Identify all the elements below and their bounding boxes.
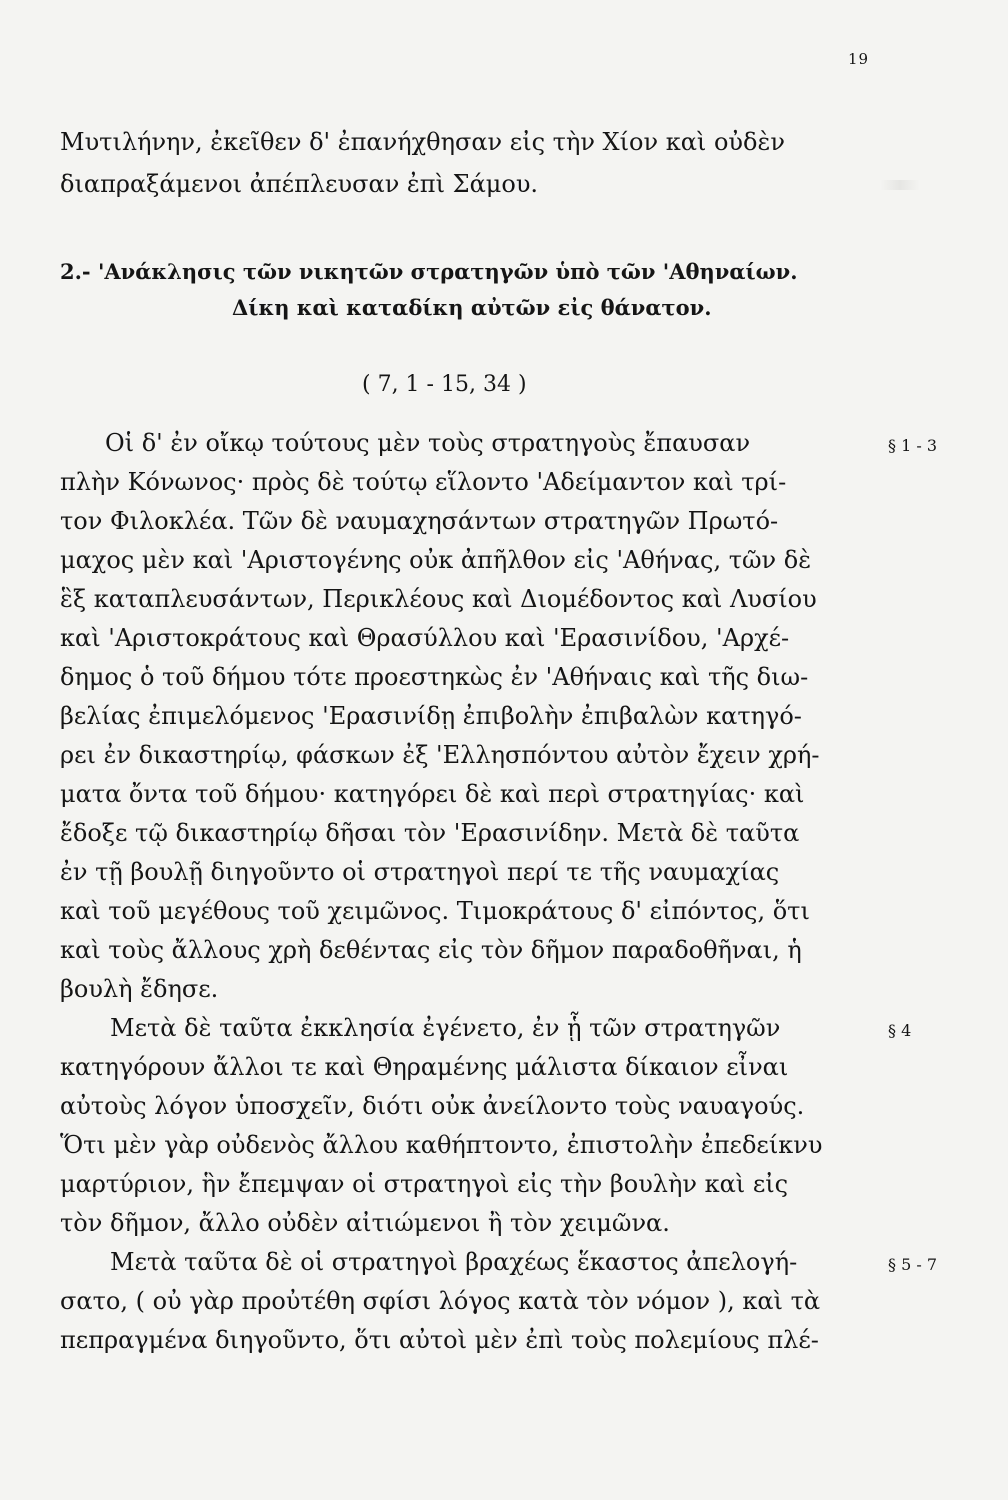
- body-line-19: Ὅτι μὲν γὰρ οὐδενὸς ἄλλου καθήπτοντο, ἐπιστολὴν ἐπεδείκνυ: [60, 1131, 823, 1159]
- body-line-1: Οἱ δ' ἐν οἴκῳ τούτους μὲν τοὺς στρατηγοὺς ἔπαυσαν: [105, 429, 751, 457]
- body-line-14: καὶ τοὺς ἄλλους χρὴ δεθέντας εἰς τὸν δῆμον παραδοθῆναι, ἡ: [60, 936, 802, 964]
- body-line-7: δημος ὁ τοῦ δήμου τότε προεστηκὼς ἐν 'Αθήναις καὶ τῆς διω-: [60, 663, 809, 691]
- bleed-through-mark: [880, 180, 920, 190]
- body-line-8: βελίας ἐπιμελόμενος 'Ερασινίδῃ ἐπιβολὴν ἐπιβαλὼν κατηγό-: [60, 702, 802, 730]
- body-line-3: τον Φιλοκλέα. Τῶν δὲ ναυμαχησάντων στρατηγῶν Πρωτό-: [60, 507, 779, 535]
- body-line-9: ρει ἐν δικαστηρίῳ, φάσκων ἐξ 'Ελλησπόντου αὐτὸν ἔχειν χρή-: [60, 741, 820, 769]
- page-number: 19: [848, 50, 870, 68]
- body-line-4: μαχος μὲν καὶ 'Αριστογένης οὐκ ἀπῆλθον εἰς 'Αθήνας, τῶν δὲ: [60, 546, 812, 574]
- body-line-10: ματα ὄντα τοῦ δήμου· κατηγόρει δὲ καὶ περὶ στρατηγίας· καὶ: [60, 780, 805, 808]
- passage-reference: ( 7, 1 - 15, 34 ): [362, 372, 527, 397]
- body-line-15: βουλὴ ἔδησε.: [60, 975, 219, 1003]
- body-line-22: Μετὰ ταῦτα δὲ οἱ στρατηγοὶ βραχέως ἕκαστος ἀπελογή-: [110, 1248, 798, 1276]
- body-line-11: ἔδοξε τῷ δικαστηρίῳ δῆσαι τὸν 'Ερασινίδην. Μετὰ δὲ ταῦτα: [60, 819, 800, 847]
- intro-line-2: διαπραξάμενοι ἀπέπλευσαν ἐπὶ Σάμου.: [60, 170, 539, 198]
- body-line-20: μαρτύριον, ἣν ἔπεμψαν οἱ στρατηγοὶ εἰς τὴν βουλὴν καὶ εἰς: [60, 1170, 789, 1198]
- body-line-21: τὸν δῆμον, ἄλλο οὐδὲν αἰτιώμενοι ἢ τὸν χειμῶνα.: [60, 1209, 670, 1237]
- body-line-24: πεπραγμένα διηγοῦντο, ὅτι αὐτοὶ μὲν ἐπὶ τοὺς πολεμίους πλέ-: [60, 1326, 819, 1354]
- body-line-23: σατο, ( οὐ γὰρ προὐτέθη σφίσι λόγος κατὰ τὸν νόμον ), καὶ τὰ: [60, 1287, 821, 1315]
- body-line-2: πλὴν Κόνωνος· πρὸς δὲ τούτῳ εἵλοντο 'Αδείμαντον καὶ τρί-: [60, 468, 787, 496]
- margin-ref-4: § 4: [888, 1021, 912, 1040]
- margin-ref-5-7: § 5 - 7: [888, 1255, 938, 1274]
- body-line-18: αὐτοὺς λόγον ὑποσχεῖν, διότι οὐκ ἀνείλοντο τοὺς ναυαγούς.: [60, 1092, 805, 1120]
- body-line-6: καὶ 'Αριστοκράτους καὶ Θρασύλλου καὶ 'Ερασινίδου, 'Αρχέ-: [60, 624, 790, 652]
- body-line-12: ἐν τῇ βουλῇ διηγοῦντο οἱ στρατηγοὶ περί τε τῆς ναυμαχίας: [60, 858, 780, 886]
- margin-ref-1-3: § 1 - 3: [888, 436, 938, 455]
- section-heading-line-1: 2.- 'Ανάκλησις τῶν νικητῶν στρατηγῶν ὑπὸ τῶν 'Αθηναίων.: [60, 259, 798, 284]
- body-line-13: καὶ τοῦ μεγέθους τοῦ χειμῶνος. Τιμοκράτους δ' εἰπόντος, ὅτι: [60, 897, 810, 925]
- section-heading-line-2: Δίκη καὶ καταδίκη αὐτῶν εἰς θάνατον.: [232, 295, 712, 320]
- intro-line-1: Μυτιλήνην, ἐκεῖθεν δ' ἐπανήχθησαν εἰς τὴν Χίον καὶ οὐδὲν: [60, 128, 785, 156]
- body-line-5: ἓξ καταπλευσάντων, Περικλέους καὶ Διομέδοντος καὶ Λυσίου: [60, 585, 817, 613]
- body-line-17: κατηγόρουν ἄλλοι τε καὶ Θηραμένης μάλιστα δίκαιον εἶναι: [60, 1053, 789, 1081]
- body-line-16: Μετὰ δὲ ταῦτα ἐκκλησία ἐγένετο, ἐν ᾗ τῶν στρατηγῶν: [110, 1014, 781, 1042]
